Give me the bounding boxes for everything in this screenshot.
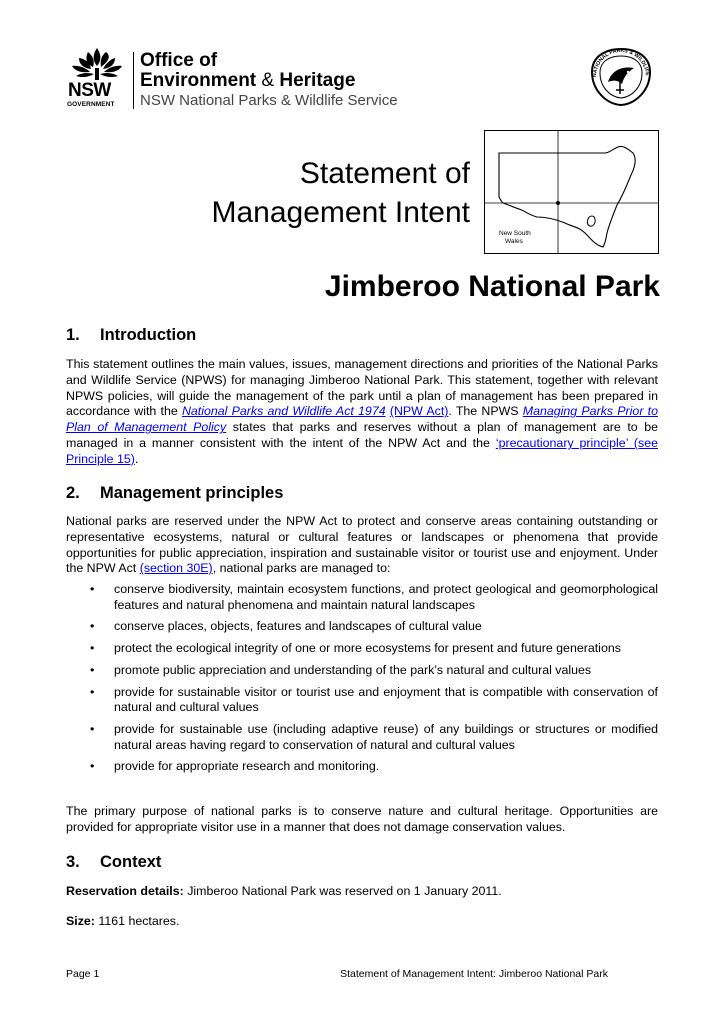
title-line-1: Statement of [299, 157, 470, 190]
document-title [211, 154, 470, 232]
managing-parks-policy-link[interactable]: Managing Parks Prior to Plan of Management Policy [66, 404, 658, 435]
agency-line-1: Office of [140, 50, 218, 71]
location-map [484, 130, 659, 254]
list-item: • conserve biodiversity, maintain ecosystem functions, and protect geological and geomorphological features and natural phenomena and maintain natural landscapes [90, 582, 658, 612]
nsw-government-logo [66, 46, 128, 110]
reservation-details: Reservation details: Jimberoo National Park was reserved on 1 January 2011. [66, 884, 502, 898]
list-item: • provide for sustainable use (including adaptive reuse) of any buildings or structures or modified natural areas having regard to conservation of natural and cultural values [90, 722, 658, 752]
agency-name [140, 51, 398, 110]
title-line-2: Management Intent [211, 196, 470, 229]
introduction-paragraph: This statement outlines the main values, issues, management directions and priorities of the National Parks and Wildlife Service (NPWS) for managing Jimberoo National Park. This statement, together with relevant NPWS policies, will guide the management of the park until a plan of management has been prepared in accordance with the National Parks and Wildlife Act 1974 (NPW Act). The NPWS Managing Parks Prior to Plan of Management Policy states that parks and reserves without a plan of management are to be managed in a manner consistent with the intent of the NPW Act and the ‘precautionary principle’ (see Principle 15). [66, 357, 658, 466]
list-item: • provide for sustainable visitor or tourist use and enjoyment that is compatible with conservation of natural and cultural values [90, 684, 658, 715]
section-30e-link[interactable]: (section 30E) [139, 561, 213, 576]
page-number: Page 1 [66, 968, 100, 980]
section-2-heading: 2. Management principles [66, 484, 284, 502]
primary-purpose-paragraph: The primary purpose of national parks is to conserve nature and cultural heritage. Opportunities are provided for appropriate visitor use in a manner that does not damage conservation values. [66, 804, 658, 834]
svg-text:NATIONAL PARKS & WILDLIFE SERV: NATIONAL PARKS & WILDLIFE [591, 47, 651, 78]
park-name-heading: Jimberoo National Park [324, 270, 660, 303]
agency-line-2: Environment & Heritage [140, 70, 356, 91]
waratah-icon [66, 46, 128, 84]
section-3-heading: 3. Context [66, 853, 162, 871]
header-divider [133, 52, 134, 109]
park-size: Size: 1161 hectares. [66, 914, 180, 928]
list-item: • protect the ecological integrity of one or more ecosystems for present and future generations [90, 641, 621, 656]
npw-act-abbrev-link[interactable]: (NPW Act) [389, 404, 449, 419]
svg-text:Wales: Wales [505, 238, 523, 245]
agency-line-3: NSW National Parks & Wildlife Service [140, 92, 398, 109]
nsw-wordmark: NSW [68, 80, 111, 101]
list-item: • conserve places, objects, features and landscapes of cultural value [90, 619, 482, 634]
npw-act-link[interactable]: National Parks and Wildlife Act 1974 [181, 404, 386, 419]
government-label: GOVERNMENT [67, 101, 115, 108]
list-item: • provide for appropriate research and monitoring. [90, 759, 380, 774]
park-location-marker [556, 201, 560, 205]
list-item: • promote public appreciation and understanding of the park’s natural and cultural values [90, 662, 592, 677]
management-objectives-list [66, 582, 658, 781]
footer-document-title: Statement of Management Intent: Jimberoo National Park [340, 968, 608, 980]
npws-emblem-logo [584, 46, 658, 108]
management-principles-paragraph: National parks are reserved under the NPW Act to protect and conserve areas containing outstanding or representative ecosystems, natural or cultural features or landscapes or phenomena that provide opportunities for public appreciation, inspiration and sustainable visitor or tourist use and enjoyment. Under the NPW Act (section 30E), national parks are managed to: [66, 514, 658, 576]
precautionary-principle-link[interactable]: ‘precautionary principle’ (see Principle 15) [66, 435, 658, 466]
svg-text:New South: New South [499, 230, 531, 237]
section-1-heading: 1. Introduction [66, 326, 197, 344]
